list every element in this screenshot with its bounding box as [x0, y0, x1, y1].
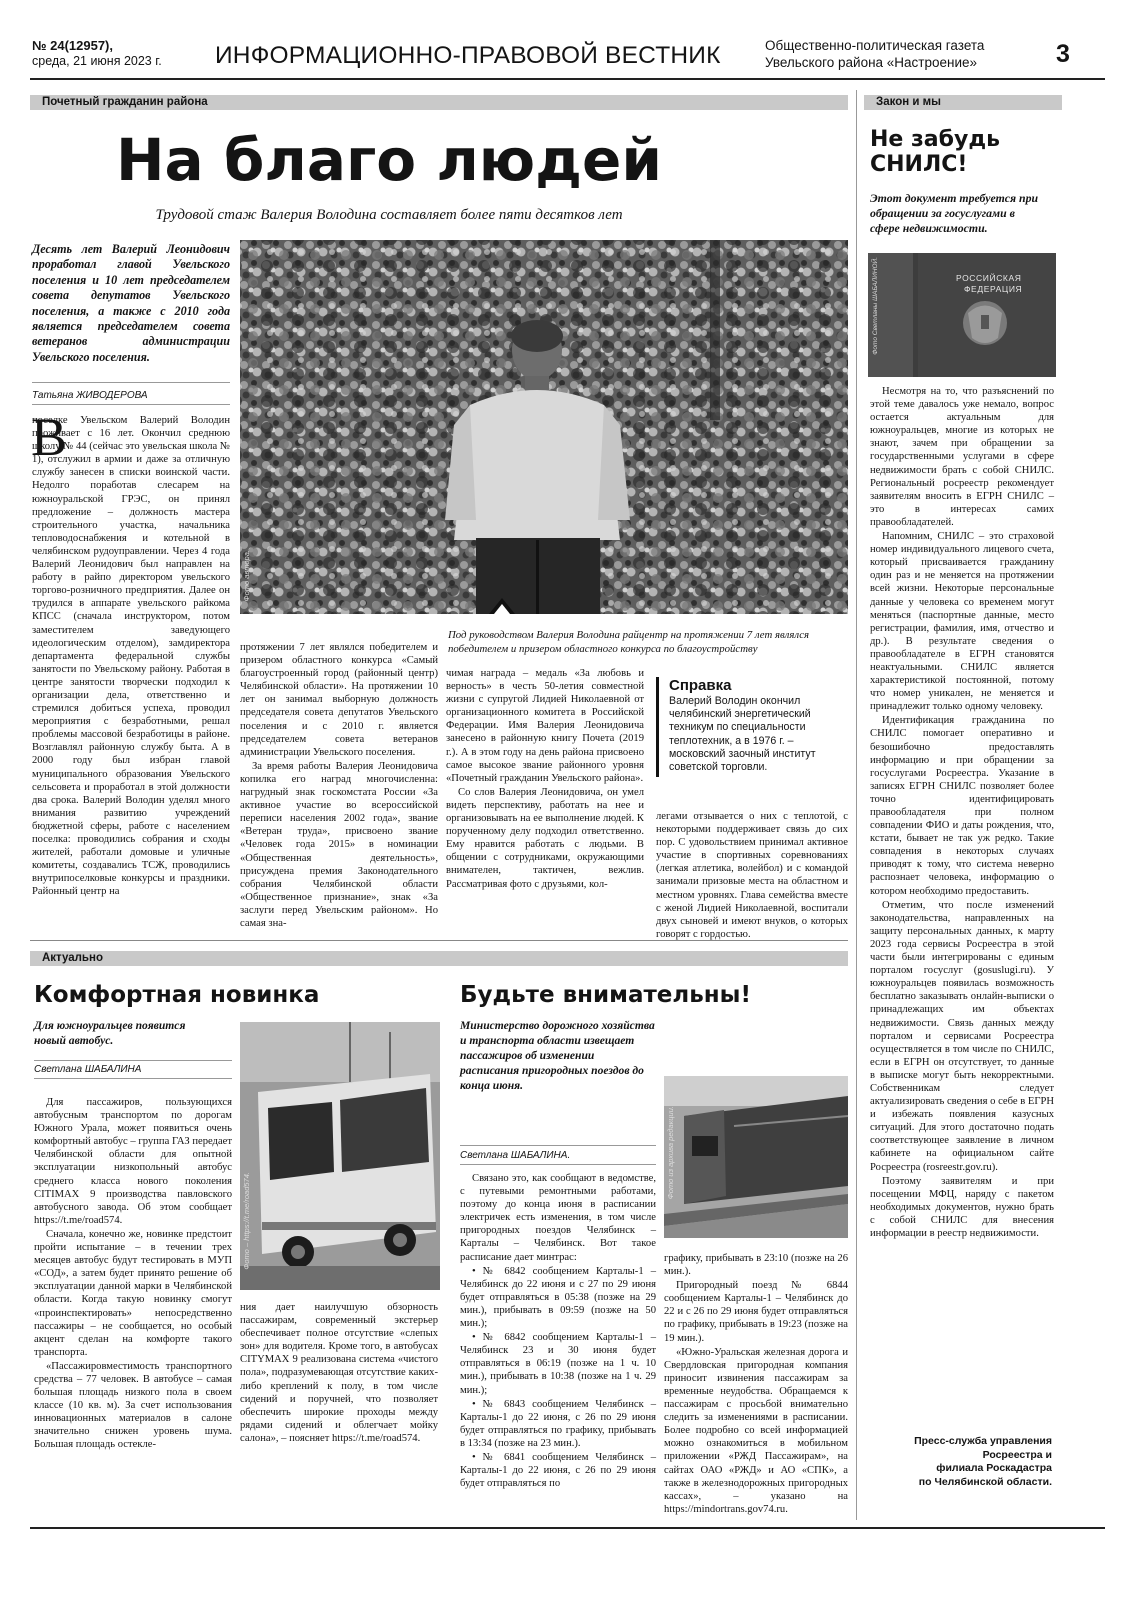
train-col2-text: [664, 1252, 848, 1520]
snils-paragraph-2: Напомним, СНИЛС – это страховой номер индивидуального лицевого счета, который присваивается гражданину один раз и не меняется на протяжении всей жизни. Некоторые персональные данные у человека со временем могут меняться (паспортные данные, место регистрации, фамилия, имя, отчество и др.). В результате сведения о правообладателе в ЕГРН становятся неактуальными. СНИЛС является характеристикой постоянной, потому что номер уникален, не меняется и принадлежит только одному человеку.: [870, 531, 1054, 713]
passport-icon: [868, 253, 1056, 377]
section-header-honorary: Почетный гражданин района: [30, 95, 848, 110]
train-author-rule: [460, 1164, 656, 1165]
dropcap: В: [31, 407, 68, 467]
main-photo-caption: Под руководством Валерия Володина райцентр на протяжении 7 лет являлся победителем и призером областного конкурса по благоустройству: [448, 629, 810, 655]
page-number: 3: [1056, 40, 1070, 68]
snils-paragraph-4: Отметим, что после изменений законодательства, направленных на защиту персональных данных, к марту 2023 года сервисы Росреестра в этой части были интегрированы с единым порталом госуслуг (gosuslugi.ru). У южноуральцев появилась возможность бесплатно заказывать онлайн-выписки о принадлежащих им объектах недвижимости. Связь данных между порталом и сервисами Росреестра осуществляется в том числе по СНИЛС, если в ЕГРН он отсутствует, то данные в выписке могут быть некорректными. Собственникам следует актуализировать сведения о себе в ЕГРН и избежать появления казусных ситуаций. Для этого достаточно подать соответствующее заявление в личном кабинете на официальном сайте Росреестра (rosreestr.gov.ru).: [870, 899, 1054, 1173]
main-subtitle: Трудовой стаж Валерия Володина составляет более пяти десятков лет: [155, 207, 623, 223]
bus-author: Светлана ШАБАЛИНА: [34, 1064, 142, 1075]
reference-box-text: Валерий Володин окончил челябинский энергетический техникум по специальности теплотехник, а в 1976 г. – московский заочный институт советской торговли.: [669, 695, 816, 774]
train-paragraph-5: • № 6841 сообщением Челябинск – Карталы-1 до 22 июня, с 26 по 29 июня будет отправляться по: [460, 1451, 656, 1490]
section-divider: [30, 940, 848, 941]
train-photo-credit: Фото из архива редакции.: [666, 1106, 675, 1200]
signature-line-1: Пресс-служба управления Росреестра и: [914, 1435, 1052, 1461]
bus-col1-text: [34, 1096, 232, 1520]
main-lead: Десять лет Валерий Леонидович проработал главой Увельского поселения и 10 лет председателем совета депутатов Увельского поселения, а также с 2010 года является председателем совета ветеранов администрации Увельского поселения.: [32, 242, 230, 364]
bus-icon: [240, 1022, 440, 1290]
paper-name-line2: Увельского района «Настроение»: [765, 55, 978, 70]
bus-col2-paragraph: ния дает наилучшую обзорность пассажирам, современный экстерьер обеспечивает полное отсутствие «слепых зон» для водителя. Кроме того, в автобусах CITYMAX 9 реализована система «чистого пола», подразумевающая отсутствие каких-либо креплений к полу, в том числе сидений и поручней, что позволяет обеспечить широкие проходы между рядами сидений и облегчает мойку салона», – поясняет https://t.me/road574.: [240, 1302, 438, 1444]
train-headline: Будьте внимательны!: [460, 982, 751, 1008]
snils-headline-line1: Не забудь: [870, 127, 1001, 152]
main-col1-paragraph: поселке Увельском Валерий Володин проживает с 16 лет. Окончил среднюю школу № 44 (сейчас это увельская школа № 1), отслужил в армии и даже за отличную службу занесен в списки воинской части. Недолго поработав слесарем на южноуральской ГРЭС, он принял предложение – должность мастера строительного участка, начальника тепловодоснабжения и котельной в челябинском рудоуправлении. Через 4 года Валерий Леонидович был направлен на работу в райпо директором увельского торгово-розничного предприятия. Далее он трудился в аппарате увельского райкома КПСС (сначала инструктором, потом заместителем заведующего идеологическим отделом), замдиректора департамента федеральной службы занятости по Увельскому району. Работая в центре занятости творчески подходил к организации дела, ответственно и стремился добиться успеха, проводил мероприятия с безработными, решал проблемы массовой безработицы в районе. Возглавлял районную службу быта. А в 2000 году был избран главой муниципального образования Увельского сельсовета и проработал в этой должности два срока. Валерий Володин уделял много внимания развитию учреждений бюджетной сферы, работе с населением поселка: проводились собрания и сходы жителей, работали домовые и уличные комитеты, создавались ТСЖ, проводились внутрипоселковые конкурсы и праздники. Районный центр на: [32, 415, 230, 898]
train-paragraph-1: Связано это, как сообщают в ведомстве, с путевыми ремонтными работами, поэтому до конца июня в расписании электричек есть изменения, в том числе пригородных поездов Челябинск – Карталы – Челябинск. Вот такое расписание дает минтрас:: [460, 1173, 656, 1263]
train-paragraph-4: • № 6843 сообщением Челябинск – Карталы-1 до 22 июня, с 26 по 29 июня будет отправляться по графику, прибывать в 13:34 (позже на 23 мин.).: [460, 1398, 656, 1449]
main-headline: На благо людей: [115, 126, 662, 194]
passport-text-2: ФЕДЕРАЦИЯ: [964, 284, 1023, 294]
section-header-actual: Актуально: [30, 951, 848, 966]
train-icon: [664, 1076, 848, 1238]
snils-lead: Этот документ требуется при обращении за госуслугами в сфере недвижимости.: [870, 191, 1039, 235]
snils-paragraph-3: Идентификация гражданина по СНИЛС помогает оперативно и безошибочно предоставлять информацию и при обращении за госуслугами Росреестра. Указание в записях ЕГРН СНИЛС позволяет более точно идентифицировать правообладателя при полном совпадении ФИО и даты рождения, что, кстати, бывает не так уж редко. Такие совпадения в некоторых случаях приводят к тому, что система неверно распознает человека, информацию о котором необходимо предоставить.: [870, 715, 1054, 897]
main-col2-paragraph-1: протяжении 7 лет являлся победителем и призером областного конкурса «Самый благоустроенный город (районный центр) Челябинской области». На протяжении 10 лет он занимал выборную должность председателя совета депутатов Увельского поселения и с 2010 г. является председателем совета ветеранов администрации Увельского поселения.: [240, 642, 438, 758]
bus-photo: [240, 1022, 440, 1290]
snils-text: [870, 385, 1054, 1415]
snils-photo: [868, 253, 1056, 377]
reference-box: [656, 677, 848, 777]
train-paragraph-2: • № 6842 сообщением Карталы-1 – Челябинск до 22 июня и с 27 по 29 июня будет отправляться в 05:38 (позже на 29 мин.), прибывать в 09:59 (позже на 50 мин.);: [460, 1265, 656, 1330]
bus-paragraph-1: Для пассажиров, пользующихся автобусным транспортом по дорогам Южного Урала, может появиться очень комфортный автобус – группа ГАЗ передает Челябинской области для опытной эксплуатации низкопольный автобус среднего класса нового поколения CITIMAX 9 производства павловского автобусного завода. Об этом сообщает https://t.me/road574.: [34, 1097, 232, 1226]
bus-paragraph-3: «Пассажировместимость транспортного средства – 77 человек. В автобусе – самая большая площадь низкого пола в своем классе (10 кв. м). За счет использования инновационных материалов в салоне значительно снижен уровень шума. Большая площадь остекле-: [34, 1360, 232, 1451]
train-lead-rule: [460, 1145, 656, 1146]
bus-headline: Комфортная новинка: [34, 982, 320, 1008]
snils-headline-line2: СНИЛС!: [870, 152, 968, 177]
main-photo-credit: Фото автора.: [242, 550, 251, 602]
train-author: Светлана ШАБАЛИНА.: [460, 1150, 571, 1161]
main-col1-text: [32, 414, 230, 928]
main-col2-paragraph-2: За время работы Валерия Леонидовича копилка его наград многочисленна: нагрудный знак госкомстата России «За активное участие во всероссийской переписи населения 2002 года», звание «Ветеран труда», присвоено звание «Человек года 2015» в номинации «Общественная деятельность», присуждена премия Законодательного собрания Челябинской области «Общественное признание», знак «За заслуги перед Увельским районом». Но самая зна-: [240, 760, 438, 929]
main-col2-text: [240, 641, 438, 928]
main-col3-paragraph-2: Со слов Валерия Леонидовича, он умел видеть перспективу, работать на нее и организовывать на ее выполнение людей. К порученному делу подходил ответственно. Ему нравится работать с людьми. В общении с сотрудниками, окружающими внимателен, тактичен, вежлив. Рассматривая фото с друзьями, кол-: [446, 786, 644, 890]
main-col4-paragraph: легами отзывается о них с теплотой, с некоторыми поддерживает связь до сих пор. С удовольствием принимал активное участие в спортивных соревнованиях (легкая атлетика, волейбол) и с командой занимали призовые места на областном и местном уровнях. Глава семейства вместе с женой Лидией Николаевной, воспитали двух сыновей и имеют внуков, о которых говорят с гордостью.: [656, 811, 848, 940]
masthead-rule: [30, 78, 1105, 80]
reference-box-title: Справка: [669, 677, 732, 694]
main-lead-rule: [32, 382, 230, 383]
issue-number: № 24(12957),: [32, 38, 113, 53]
train-lead: Министерство дорожного хозяйства и транспорта области извещает пассажиров об изменении расписания пригородных поездов до конца июня.: [460, 1019, 655, 1092]
main-author-rule: [32, 404, 230, 405]
page-bottom-rule: [30, 1527, 1105, 1529]
section-header-law: Закон и мы: [864, 95, 1062, 110]
bus-lead: Для южноуральцев появится новый автобус.: [34, 1019, 186, 1047]
main-col3-paragraph-1: чимая награда – медаль «За любовь и верность» в честь 50-летия совместной жизни с супругой Лидией Николаевной от организационного комитета в Российской Федерации. Имя Валерия Леонидовича занесено в районную книгу Почета (2019 г.). А в этом году на день района присвоено самое высокое звание районного уровня «Почетный гражданин Увельского района».: [446, 668, 644, 784]
bus-photo-credit: Фото – https://t.me/road574.: [242, 1172, 251, 1270]
masthead: [30, 32, 1105, 84]
main-col3-text: [446, 667, 644, 928]
snils-photo-credit: Фото Светланы ШАБАЛИНОЙ.: [872, 257, 879, 355]
passport-text-1: РОССИЙСКАЯ: [956, 273, 1022, 283]
bus-lead-rule: [34, 1060, 232, 1061]
train-col2-paragraph-3: «Южно-Уральская железная дорога и Свердловская пригородная компания приносит извинения пассажирам за временные неудобства. Обращаемся к пассажирам с просьбой внимательно следить за изменениями в расписании. Более подробно со всей информацией можно ознакомиться в мобильном приложении «РЖД Пассажирам», на сайтах ОАО «РЖД» и АО «СПК», а также в железнодорожных пригородных кассах», – указано на https://mindortrans.gov74.ru.: [664, 1346, 848, 1515]
bus-col2-text: [240, 1301, 438, 1520]
signature-line-3: по Челябинской области.: [918, 1475, 1052, 1488]
signature-line-2: филиала Роскадастра: [936, 1462, 1052, 1474]
issue-date: среда, 21 июня 2023 г.: [32, 54, 162, 68]
train-paragraph-3: • № 6842 сообщением Карталы-1 – Челябинск 23 и 30 июня будет отправляться в 06:19 (позже на 1 ч. 10 мин.), прибывать в 10:38 (позже на 1 ч. 29 мин.);: [460, 1332, 656, 1396]
main-author: Татьяна ЖИВОДЕРОВА: [32, 390, 148, 401]
train-col1-text: [460, 1172, 656, 1520]
bus-paragraph-2: Сначала, конечно же, новинке предстоит пройти испытание – в течении трех месяцев автобус будут тестировать в МУП «СОД», а затем будет принято решение об эксплуатации данной марки в Челябинской области. Когда такую новинку смогут «проинспектировать» непосредственно пассажиры – не сообщается, но особый акцент сделан на комфорте такого транспорта.: [34, 1228, 232, 1358]
train-photo: [664, 1076, 848, 1238]
paper-name-line1: Общественно-политическая газета: [765, 38, 985, 53]
train-col2-paragraph-1: графику, прибывать в 23:10 (позже на 26 мин.).: [664, 1253, 848, 1278]
masthead-title: ИНФОРМАЦИОННО-ПРАВОВОЙ ВЕСТНИК: [215, 42, 721, 69]
snils-paragraph-5: Поэтому заявителям и при посещении МФЦ, наряду с пакетом необходимых документов, нужно брать с собой СНИЛС для внесения информации в реестр недвижимости.: [870, 1175, 1054, 1239]
snils-paragraph-1: Несмотря на то, что разъяснений по этой теме давалось уже немало, вопрос остается актуальным для южноуральцев, многие из которых не знают, зачем при обращении за государственными услугами в сфере недвижимости брать с собой СНИЛС. Региональный росреестр рекомендует заявителям вносить в ЕГРН СНИЛС – это в интересах самих правообладателей.: [870, 386, 1054, 528]
main-col4-text: [656, 810, 848, 940]
train-col2-paragraph-2: Пригородный поезд № 6844 сообщением Карталы-1 – Челябинск до 22 и с 26 по 29 июня будет отправляться по графику, прибывать в 19:23 (позже на 19 мин.).: [664, 1280, 848, 1344]
bus-author-rule: [34, 1078, 232, 1079]
man-portrait-photo: [240, 240, 848, 614]
main-photo: [240, 240, 848, 614]
right-column-divider: [856, 90, 857, 1520]
snils-signature: [870, 1435, 1052, 1489]
